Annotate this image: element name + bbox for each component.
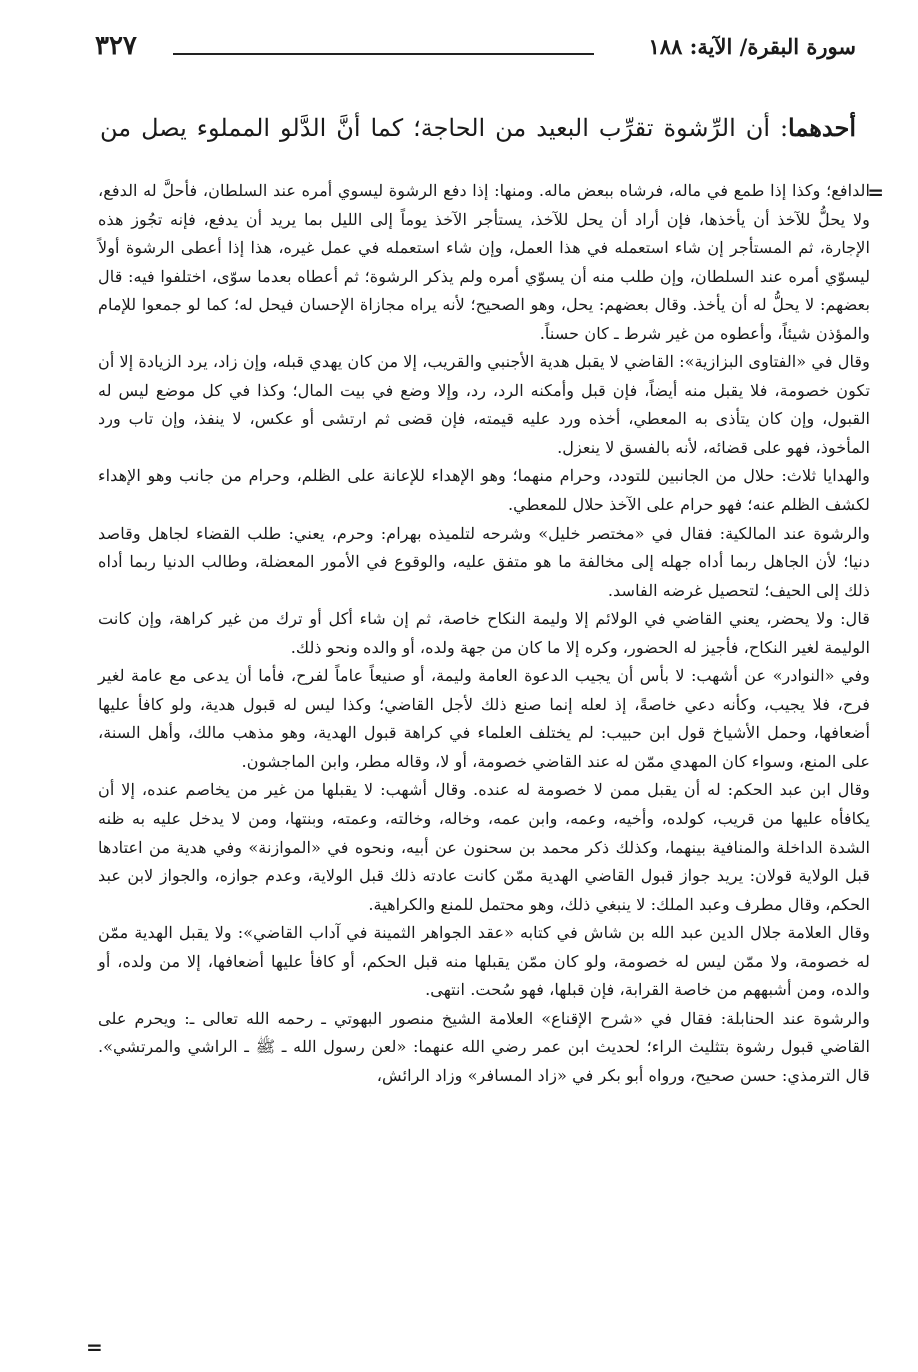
surah-title: سورة البقرة/ الآية: ١٨٨: [648, 34, 856, 59]
footnote-paragraph: والرشوة عند الحنابلة: فقال في «شرح الإقناع» العلامة الشيخ منصور البهوتي ـ رحمه الله تعالى ـ: ويحرم على القاضي قبول رشوة بتثليث الراء؛ لحديث ابن عمر رضي الله عنهما: «لعن رسول الله ـ ﷺ ـ الراشي والمرتشي». قال الترمذي: حسن صحيح، ورواه أبو بكر في «زاد المسافر» وزاد الرائش،: [98, 1008, 870, 1085]
footnote-paragraph: وقال ابن عبد الحكم: له أن يقبل ممن لا خصومة له عنده. وقال أشهب: لا يقبلها من غير من يخاصم عنده، إلا أن يكافأه عليها من قريب، كولده، وأخيه، وعمه، وابن عمه، وخاله، وخالته، وعمته، وبنتها، ومن لا يدخل عليه به ظنه الشدة الداخلة والمنافية بينهما، وكذلك ذكر محمد بن سحنون عن أبيه، ونحوه في «الموازنة» وفي هدية من اعتادها قبل الولاية قولان: يريد جواز قبول القاضي الهدية ممّن كانت عادته ذلك قبل الولاية، وعدم جوازه، والجواز لابن عبد الحكم، وقال مطرف وعبد الملك: لا ينبغي ذلك، وهو محتمل للمنع والكراهية.: [98, 780, 870, 914]
footnote-paragraph: والرشوة عند المالكية: فقال في «مختصر خليل» وشرحه لتلميذه بهرام: وحرم، يعني: طلب القضاء لجاهل وقاصد دنيا؛ لأن الجاهل ربما أداه جهله إلى مخالفة ما هو متفق عليه، والوقوع في الأمور المعضلة، وطالب الدنيا ربما أداه ذلك إلى الحيف؛ لتحصيل غرضه الفاسد.: [98, 523, 870, 600]
main-text-body: : أن الرِّشوة تقرِّب البعيد من الحاجة؛ كما أنَّ الدَّلو المملوء يصل من: [100, 114, 789, 142]
footnote-paragraph: وقال في «الفتاوى البزازية»: القاضي لا يقبل هدية الأجنبي والقريب، إلا من كان يهدي قبله، وإن زاد، يرد الزيادة إلا أن تكون خصومة، فلا يقبل منه أيضاً، فإن قبل وأمكنه الرد، رد، وإلا وضع في بيت المال؛ وكذا في كل موضع ليس له القبول، وإن كان يتأذى به المعطي، أخذه ورد عليه قيمته، فإن قضى ثم ارتشى أو عكس، لا ينفذ، وإن تاب ورد المأخوذ، فهو على قضائه، لأنه بالفسق لا ينعزل.: [98, 352, 870, 457]
footnote-paragraph: وقال العلامة جلال الدين عبد الله بن شاش في كتابه «عقد الجواهر الثمينة في آداب القاضي»: ولا يقبل الهدية ممّن له خصومة، ولا ممّن ليس له خصومة، ولو كان ممّن يقبلها منه قبل الحكم، أو كافأ عليها أضعافها، إلا من ولده، أو والده، ومن أشبههم من خاصة القرابة، فإن قبلها، فهو سُحت. انتهى.: [98, 923, 870, 1000]
footnote-block: [98, 177, 870, 1091]
footnote-paragraph: وفي «النوادر» عن أشهب: لا بأس أن يجيب الدعوة العامة وليمة، أو صنيعاً عاماً لفرح، فأما أن يدعى مع عامة لغير فرح، فلا يجيب، وكأنه دعي خاصةً، إذ لعله إنما صنع ذلك لأجل القاضي؛ وكذا ليس له قبول هدية، ولو كافأ عليها أضعافها، وحمل الأشياخ قول ابن حبيب: لم يختلف العلماء في كراهة قبول الهدية، وهو مذهب مالك، وأهل السنة، على المنع، وسواء كان المهدي ممّن له عند القاضي خصومة، أو لا، وقاله مطر، وابن الماجشون.: [98, 666, 870, 771]
header-rule: [173, 53, 594, 55]
main-text-line: [100, 108, 856, 148]
page-header: [95, 31, 856, 68]
footnote-paragraph: قال: ولا يحضر، يعني القاضي في الولائم إلا وليمة النكاح خاصة، ثم إن شاء أكل أو ترك من غير كراهة، وإن كانت الوليمة لغير النكاح، فأجيز له الحضور، وكره إلا ما كان من جهة ولده، أو والده ونحو ذلك.: [98, 609, 870, 657]
footnote-end-mark: =: [86, 1335, 103, 1359]
footnote-continuation-mark: =: [867, 180, 884, 204]
main-text-lead: أحدهما: [788, 113, 856, 142]
footnote-paragraph: والهدايا ثلاث: حلال من الجانبين للتودد، وحرام منهما؛ وهو الإهداء للإعانة على الظلم، وحرام من جانب وهو الإهداء لكشف الظلم عنه؛ فهو حرام على الآخذ حلال للمعطي.: [98, 466, 870, 515]
page-number: ٣٢٧: [95, 31, 137, 61]
footnote-paragraph: الدافع؛ وكذا إذا طمع في ماله، فرشاه ببعض ماله. ومنها: إذا دفع الرشوة ليسوي أمره عند السلطان، فأحلَّ له الدفع، ولا يحلُّ للآخذ أن يأخذها، فإن أراد أن يحل للآخذ، يستأجر الآخذ يوماً إلى الليل بما يريد أن يدفع، فإنه تجُوز هذه الإجارة، ثم المستأجر إن شاء استعمله في هذا العمل، وإن شاء استعمله في عمل غيره، هذا إذا أعطى الرشوة أولاً ليسوّي أمره عند السلطان، وإن طلب منه أن يسوّي أمره ولم يذكر الرشوة؛ ثم أعطاه بعدما سوّى، اختلفوا فيه: قال بعضهم: لا يحلُّ له أن يأخذ. وقال بعضهم: يحل، وهو الصحيح؛ لأنه يراه مجازاة الإحسان فيحل له؛ كما لو جمعوا للإمام والمؤذن شيئاً، وأعطوه من غير شرط ـ كان حسناً.: [98, 181, 870, 343]
